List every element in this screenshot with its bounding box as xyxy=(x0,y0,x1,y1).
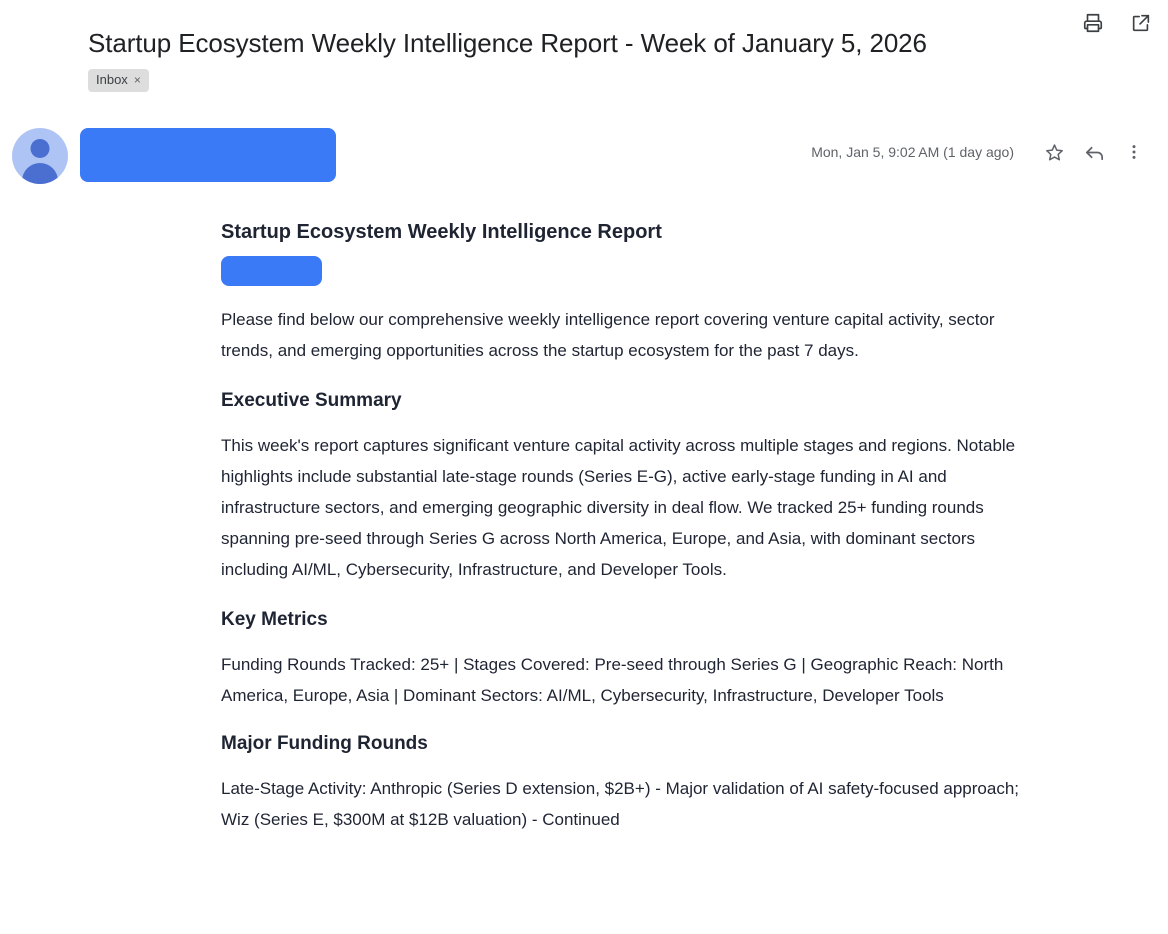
email-header xyxy=(0,26,1168,92)
header-actions xyxy=(1080,10,1154,36)
more-vert-icon[interactable] xyxy=(1114,132,1154,172)
avatar[interactable] xyxy=(12,128,68,184)
label-chip-inbox[interactable] xyxy=(88,69,149,92)
sender-name-redacted xyxy=(80,128,336,182)
sender-row xyxy=(0,128,1168,184)
section-text-major-funding-rounds: Late-Stage Activity: Anthropic (Series D extension, $2B+) - Major validation of AI safety-focused approach; Wiz (Series E, $300M at $12B valuation) - Continued xyxy=(221,779,1020,829)
section-heading-major-funding-rounds: Major Funding Rounds xyxy=(221,733,428,754)
avatar-person-body xyxy=(22,163,58,184)
email-body xyxy=(221,218,1021,857)
section-heading-key-metrics: Key Metrics xyxy=(221,609,328,630)
close-icon[interactable]: × xyxy=(133,73,141,87)
page-title: Startup Ecosystem Weekly Intelligence Report - Week of January 5, 2026 xyxy=(88,28,927,58)
label-chip-text: Inbox xyxy=(96,72,128,87)
timestamp: Mon, Jan 5, 9:02 AM (1 day ago) xyxy=(811,144,1014,160)
body-title: Startup Ecosystem Weekly Intelligence Report xyxy=(221,221,662,243)
open-in-new-icon[interactable] xyxy=(1128,10,1154,36)
body-redacted-line xyxy=(221,256,322,286)
intro-paragraph: Please find below our comprehensive weekly intelligence report covering venture capital activity, sector trends, and emerging opportunities across the startup ecosystem for the past 7 days. xyxy=(221,310,995,360)
reply-icon[interactable] xyxy=(1074,132,1114,172)
section-text-executive-summary: This week's report captures significant venture capital activity across multiple stages and regions. Notable highlights include substantial late-stage rounds (Series E-G), active early-stage funding in AI and infrastructure sectors, and emerging geographic diversity in deal flow. We tracked 25+ funding rounds spanning pre-seed through Series G across North America, Europe, and Asia, with dominant sectors including AI/ML, Cybersecurity, Infrastructure, and Developer Tools. xyxy=(221,436,1016,579)
subject-block xyxy=(88,26,927,92)
section-text-key-metrics: Funding Rounds Tracked: 25+ | Stages Covered: Pre-seed through Series G | Geographic Reach: North America, Europe, Asia | Dominant Sectors: AI/ML, Cybersecurity, Infrastructure, Developer Tools xyxy=(221,655,1004,705)
avatar-person-icon xyxy=(31,139,50,158)
star-icon[interactable] xyxy=(1034,132,1074,172)
message-meta xyxy=(811,132,1154,172)
section-heading-executive-summary: Executive Summary xyxy=(221,390,402,411)
print-icon[interactable] xyxy=(1080,10,1106,36)
